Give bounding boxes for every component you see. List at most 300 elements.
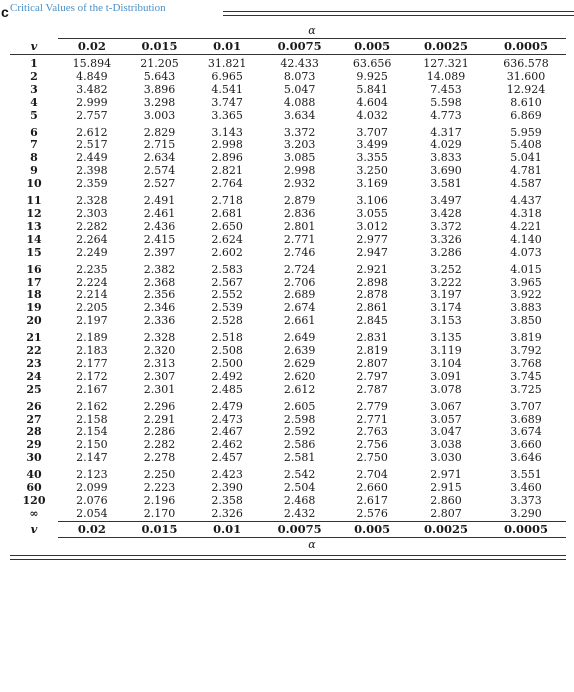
critical-value-cell: 2.629	[283, 356, 316, 370]
critical-value-cell: 2.706	[283, 275, 316, 289]
critical-value-cell: 2.214	[76, 288, 108, 302]
critical-value-cell: 2.639	[283, 344, 316, 358]
df-cell: 25	[26, 382, 42, 396]
critical-value-cell: 2.764	[211, 177, 243, 191]
critical-value-cell: 3.460	[510, 481, 542, 495]
table-body	[10, 55, 566, 522]
table-row	[10, 260, 566, 277]
critical-value-cell: 5.643	[143, 69, 176, 83]
table-row	[10, 371, 566, 384]
critical-value-cell: 2.999	[76, 95, 108, 109]
critical-value-cell: 4.088	[283, 95, 316, 109]
critical-value-cell: 2.528	[211, 314, 243, 328]
critical-value-cell: 2.313	[143, 356, 176, 370]
alpha-column-header: 0.0075	[261, 39, 338, 55]
critical-value-cell: 2.158	[76, 412, 108, 426]
cropped-letter: c	[1, 4, 9, 20]
critical-value-cell: 2.602	[211, 245, 243, 259]
critical-value-cell: 2.517	[76, 138, 108, 152]
critical-value-cell: 3.252	[430, 262, 462, 276]
critical-value-cell: 3.965	[510, 275, 542, 289]
critical-value-cell: 3.372	[283, 125, 316, 139]
critical-value-cell: 3.003	[143, 108, 176, 122]
table-row	[10, 508, 566, 521]
critical-value-cell: 2.586	[283, 438, 316, 452]
critical-value-cell: 4.541	[211, 82, 243, 96]
critical-value-cell: 4.015	[510, 262, 542, 276]
critical-value-cell: 3.067	[430, 399, 462, 413]
critical-value-cell: 2.356	[143, 288, 176, 302]
critical-value-cell: 2.390	[211, 481, 243, 495]
critical-value-cell: 2.896	[211, 151, 243, 165]
critical-value-cell: 2.756	[356, 438, 388, 452]
column-header-row	[10, 39, 566, 55]
critical-value-cell: 2.286	[143, 425, 176, 439]
critical-value-cell: 2.250	[143, 468, 176, 482]
critical-value-cell: 4.317	[430, 125, 462, 139]
critical-value-cell: 3.428	[430, 206, 462, 220]
critical-value-cell: 2.432	[283, 506, 316, 520]
critical-value-cell: 3.135	[430, 331, 462, 345]
t-distribution-table	[10, 24, 566, 552]
critical-value-cell: 2.704	[356, 468, 388, 482]
alpha-header-row	[10, 24, 566, 39]
table-row	[10, 315, 566, 328]
critical-value-cell: 4.437	[510, 194, 542, 208]
critical-value-cell: 2.235	[76, 262, 108, 276]
critical-value-cell: 2.581	[283, 451, 316, 465]
critical-value-cell: 3.326	[430, 232, 462, 246]
critical-value-cell: 2.797	[356, 369, 388, 383]
critical-value-cell: 2.359	[76, 177, 108, 191]
critical-value-cell: 3.047	[430, 425, 462, 439]
critical-value-cell: 2.223	[143, 481, 176, 495]
critical-value-cell: 8.073	[283, 69, 316, 83]
critical-value-cell: 2.508	[211, 344, 243, 358]
critical-value-cell: 2.977	[356, 232, 388, 246]
critical-value-cell: 2.147	[76, 451, 108, 465]
critical-value-cell: 3.646	[510, 451, 542, 465]
critical-value-cell: 3.169	[356, 177, 388, 191]
critical-value-cell: 3.707	[510, 399, 542, 413]
alpha-column-header: 0.005	[338, 39, 406, 55]
critical-value-cell: 2.829	[143, 125, 176, 139]
table-row	[10, 55, 566, 71]
critical-value-cell: 3.674	[510, 425, 542, 439]
critical-value-cell: 2.598	[283, 412, 316, 426]
critical-value-cell: 3.085	[283, 151, 316, 165]
critical-value-cell: 3.365	[211, 108, 243, 122]
critical-value-cell: 2.807	[430, 506, 462, 520]
table-row	[10, 384, 566, 397]
critical-value-cell: 2.879	[283, 194, 316, 208]
critical-value-cell: 2.921	[356, 262, 388, 276]
df-cell: 11	[26, 194, 42, 208]
critical-value-cell: 2.183	[76, 344, 108, 358]
alpha-column-header: 0.0005	[486, 39, 566, 55]
critical-value-cell: 2.301	[143, 382, 176, 396]
critical-value-cell: 4.318	[510, 206, 542, 220]
df-cell: 19	[26, 301, 42, 315]
alpha-column-footer: 0.01	[193, 521, 261, 537]
critical-value-cell: 3.012	[356, 219, 388, 233]
critical-value-cell: 2.746	[283, 245, 316, 259]
df-cell: 23	[26, 356, 42, 370]
critical-value-cell: 2.282	[143, 438, 176, 452]
caption-rule	[223, 11, 574, 16]
critical-value-cell: 2.860	[430, 494, 462, 507]
critical-value-cell: 2.177	[76, 356, 108, 370]
df-cell: 8	[30, 151, 38, 165]
critical-value-cell: 2.592	[283, 425, 316, 439]
critical-value-cell: 2.763	[356, 425, 388, 439]
df-cell: 5	[30, 108, 38, 122]
critical-value-cell: 2.461	[143, 206, 176, 220]
critical-value-cell: 3.372	[430, 219, 462, 233]
critical-value-cell: 4.032	[356, 108, 388, 122]
critical-value-cell: 3.747	[211, 95, 243, 109]
critical-value-cell: 4.849	[76, 69, 108, 83]
df-cell: 16	[26, 262, 42, 276]
critical-value-cell: 2.358	[211, 494, 243, 507]
table-row	[10, 345, 566, 358]
critical-value-cell: 2.479	[211, 399, 243, 413]
critical-value-cell: 3.078	[430, 382, 462, 396]
critical-value-cell: 2.162	[76, 399, 108, 413]
critical-value-cell: 2.971	[430, 468, 462, 482]
critical-value-cell: 2.527	[143, 177, 176, 191]
critical-value-cell: 2.197	[76, 314, 108, 328]
critical-value-cell: 63.656	[352, 57, 392, 70]
critical-value-cell: 3.250	[356, 164, 388, 178]
critical-value-cell: 4.140	[510, 232, 542, 246]
critical-value-cell: 3.119	[430, 344, 462, 358]
critical-value-cell: 2.076	[76, 494, 108, 507]
alpha-column-footer: 0.005	[338, 521, 406, 537]
critical-value-cell: 2.291	[143, 412, 176, 426]
critical-value-cell: 2.485	[211, 382, 243, 396]
critical-value-cell: 31.600	[506, 69, 546, 83]
table-row	[10, 178, 566, 191]
critical-value-cell: 2.224	[76, 275, 108, 289]
critical-value-cell: 2.771	[283, 232, 316, 246]
critical-value-cell: 2.320	[143, 344, 176, 358]
alpha-column-header: 0.02	[58, 39, 126, 55]
critical-value-cell: 2.617	[356, 494, 388, 507]
critical-value-cell: 2.449	[76, 151, 108, 165]
critical-value-cell: 2.303	[76, 206, 108, 220]
critical-value-cell: 3.355	[356, 151, 388, 165]
table-row	[10, 495, 566, 508]
df-cell: 7	[30, 138, 38, 152]
critical-value-cell: 2.605	[283, 399, 316, 413]
df-cell: 6	[30, 125, 38, 139]
critical-value-cell: 2.576	[356, 506, 388, 520]
critical-value-cell: 2.612	[283, 382, 316, 396]
df-cell: 15	[26, 245, 42, 259]
critical-value-cell: 2.574	[143, 164, 176, 178]
critical-value-cell: 3.883	[510, 301, 542, 315]
critical-value-cell: 2.123	[76, 468, 108, 482]
critical-value-cell: 3.104	[430, 356, 462, 370]
critical-value-cell: 5.598	[430, 95, 462, 109]
critical-value-cell: 2.624	[211, 232, 243, 246]
df-cell: 1	[30, 57, 38, 70]
table-row	[10, 465, 566, 482]
critical-value-cell: 3.660	[510, 438, 542, 452]
critical-value-cell: 2.397	[143, 245, 176, 259]
critical-value-cell: 2.467	[211, 425, 243, 439]
critical-value-cell: 3.153	[430, 314, 462, 328]
critical-value-cell: 2.661	[283, 314, 316, 328]
critical-value-cell: 2.998	[283, 164, 316, 178]
critical-value-cell: 4.073	[510, 245, 542, 259]
df-cell: 4	[30, 95, 38, 109]
critical-value-cell: 2.932	[283, 177, 316, 191]
critical-value-cell: 6.965	[211, 69, 243, 83]
v-footer: v	[30, 521, 38, 536]
df-cell: 14	[26, 232, 42, 246]
df-cell: 3	[30, 82, 38, 96]
critical-value-cell: 14.089	[426, 69, 466, 83]
critical-value-cell: 6.869	[510, 108, 542, 122]
critical-value-cell: 2.821	[211, 164, 243, 178]
alpha-footer-label: α	[308, 537, 316, 551]
critical-value-cell: 2.307	[143, 369, 176, 383]
critical-value-cell: 2.724	[283, 262, 316, 276]
critical-value-cell: 3.298	[143, 95, 176, 109]
critical-value-cell: 3.286	[430, 245, 462, 259]
alpha-column-header: 0.015	[126, 39, 194, 55]
critical-value-cell: 2.492	[211, 369, 243, 383]
critical-value-cell: 3.551	[510, 468, 542, 482]
table-row	[10, 358, 566, 371]
critical-value-cell: 2.336	[143, 314, 176, 328]
df-cell: 60	[26, 481, 42, 495]
table-row	[10, 97, 566, 110]
critical-value-cell: 2.415	[143, 232, 176, 246]
critical-value-cell: 3.057	[430, 412, 462, 426]
critical-value-cell: 12.924	[506, 82, 546, 96]
critical-value-cell: 2.282	[76, 219, 108, 233]
t-distribution-table-container	[10, 24, 566, 552]
critical-value-cell: 2.552	[211, 288, 243, 302]
critical-value-cell: 4.604	[356, 95, 388, 109]
critical-value-cell: 2.196	[143, 494, 176, 507]
critical-value-cell: 2.500	[211, 356, 243, 370]
alpha-column-header: 0.0025	[406, 39, 486, 55]
v-header: v	[10, 39, 58, 55]
critical-value-cell: 15.894	[72, 57, 112, 70]
df-cell: ∞	[29, 507, 39, 521]
critical-value-cell: 2.249	[76, 245, 108, 259]
critical-value-cell: 2.542	[283, 468, 316, 482]
alpha-column-footer: 0.02	[58, 521, 126, 537]
critical-value-cell: 2.468	[283, 494, 316, 507]
table-row	[10, 123, 566, 140]
alpha-column-footer: 0.0005	[486, 521, 566, 537]
critical-value-cell: 3.055	[356, 206, 388, 220]
table-row	[10, 71, 566, 84]
table-row	[10, 191, 566, 208]
critical-value-cell: 2.462	[211, 438, 243, 452]
critical-value-cell: 2.689	[283, 288, 316, 302]
critical-value-cell: 3.745	[510, 369, 542, 383]
critical-value-cell: 2.674	[283, 301, 316, 315]
df-cell: 120	[22, 494, 46, 507]
critical-value-cell: 3.707	[356, 125, 388, 139]
critical-value-cell: 2.382	[143, 262, 176, 276]
critical-value-cell: 2.154	[76, 425, 108, 439]
alpha-column-footer: 0.0075	[261, 521, 338, 537]
critical-value-cell: 2.491	[143, 194, 176, 208]
df-cell: 27	[26, 412, 42, 426]
critical-value-cell: 5.041	[510, 151, 542, 165]
critical-value-cell: 2.328	[76, 194, 108, 208]
critical-value-cell: 2.326	[211, 506, 243, 520]
table-row	[10, 110, 566, 123]
critical-value-cell: 2.681	[211, 206, 243, 220]
df-cell: 12	[26, 206, 42, 220]
critical-value-cell: 2.264	[76, 232, 108, 246]
critical-value-cell: 2.189	[76, 331, 108, 345]
critical-value-cell: 2.750	[356, 451, 388, 465]
critical-value-cell: 2.473	[211, 412, 243, 426]
critical-value-cell: 2.718	[211, 194, 243, 208]
critical-value-cell: 5.841	[356, 82, 388, 96]
critical-value-cell: 127.321	[423, 57, 469, 70]
critical-value-cell: 2.757	[76, 108, 108, 122]
critical-value-cell: 4.029	[430, 138, 462, 152]
df-cell: 29	[26, 438, 42, 452]
critical-value-cell: 3.690	[430, 164, 462, 178]
critical-value-cell: 31.821	[207, 57, 247, 70]
critical-value-cell: 2.150	[76, 438, 108, 452]
df-cell: 21	[26, 331, 42, 345]
critical-value-cell: 8.610	[510, 95, 542, 109]
column-footer-row	[10, 521, 566, 537]
critical-value-cell: 2.819	[356, 344, 388, 358]
critical-value-cell: 3.222	[430, 275, 462, 289]
alpha-column-footer: 0.015	[126, 521, 194, 537]
df-cell: 2	[30, 69, 38, 83]
critical-value-cell: 2.099	[76, 481, 108, 495]
df-cell: 10	[26, 177, 42, 191]
critical-value-cell: 2.836	[283, 206, 316, 220]
critical-value-cell: 3.896	[143, 82, 176, 96]
critical-value-cell: 2.998	[211, 138, 243, 152]
critical-value-cell: 3.174	[430, 301, 462, 315]
critical-value-cell: 4.587	[510, 177, 542, 191]
critical-value-cell: 5.408	[510, 138, 542, 152]
critical-value-cell: 3.482	[76, 82, 108, 96]
bottom-rule	[10, 555, 566, 560]
critical-value-cell: 2.634	[143, 151, 176, 165]
critical-value-cell: 2.620	[283, 369, 316, 383]
critical-value-cell: 2.612	[76, 125, 108, 139]
critical-value-cell: 2.457	[211, 451, 243, 465]
critical-value-cell: 3.581	[430, 177, 462, 191]
critical-value-cell: 2.172	[76, 369, 108, 383]
critical-value-cell: 2.054	[76, 506, 108, 520]
table-row	[10, 84, 566, 97]
critical-value-cell: 4.773	[430, 108, 462, 122]
df-cell: 18	[26, 288, 42, 302]
df-cell: 24	[26, 369, 42, 383]
critical-value-cell: 3.819	[510, 331, 542, 345]
critical-value-cell: 2.583	[211, 262, 243, 276]
table-row	[10, 247, 566, 260]
critical-value-cell: 2.539	[211, 301, 243, 315]
critical-value-cell: 2.787	[356, 382, 388, 396]
critical-value-cell: 3.922	[510, 288, 542, 302]
table-row	[10, 397, 566, 414]
alpha-footer-row	[10, 537, 566, 552]
critical-value-cell: 2.504	[283, 481, 316, 495]
critical-value-cell: 2.801	[283, 219, 316, 233]
critical-value-cell: 2.807	[356, 356, 388, 370]
critical-value-cell: 5.959	[510, 125, 542, 139]
critical-value-cell: 636.578	[503, 57, 549, 70]
critical-value-cell: 2.346	[143, 301, 176, 315]
critical-value-cell: 2.328	[143, 331, 176, 345]
critical-value-cell: 3.833	[430, 151, 462, 165]
table-row	[10, 221, 566, 234]
critical-value-cell: 2.861	[356, 301, 388, 315]
df-cell: 13	[26, 219, 42, 233]
critical-value-cell: 3.792	[510, 344, 542, 358]
critical-value-cell: 2.518	[211, 331, 243, 345]
df-cell: 9	[30, 164, 38, 178]
critical-value-cell: 9.925	[356, 69, 388, 83]
df-cell: 17	[26, 275, 42, 289]
df-cell: 26	[26, 399, 42, 413]
critical-value-cell: 2.436	[143, 219, 176, 233]
critical-value-cell: 2.715	[143, 138, 176, 152]
critical-value-cell: 3.725	[510, 382, 542, 396]
table-row	[10, 452, 566, 465]
critical-value-cell: 2.845	[356, 314, 388, 328]
df-cell: 30	[26, 451, 42, 465]
critical-value-cell: 2.567	[211, 275, 243, 289]
critical-value-cell: 3.634	[283, 108, 316, 122]
table-caption	[10, 2, 166, 14]
critical-value-cell: 3.106	[356, 194, 388, 208]
alpha-column-header: 0.01	[193, 39, 261, 55]
critical-value-cell: 2.278	[143, 451, 176, 465]
critical-value-cell: 3.143	[211, 125, 243, 139]
critical-value-cell: 5.047	[283, 82, 316, 96]
critical-value-cell: 3.373	[510, 494, 542, 507]
alpha-header-label: α	[308, 24, 316, 37]
critical-value-cell: 3.497	[430, 194, 462, 208]
critical-value-cell: 21.205	[140, 57, 179, 70]
df-cell: 20	[26, 314, 42, 328]
critical-value-cell: 2.898	[356, 275, 388, 289]
critical-value-cell: 2.915	[430, 481, 462, 495]
critical-value-cell: 7.453	[430, 82, 462, 96]
critical-value-cell: 2.649	[283, 331, 316, 345]
critical-value-cell: 2.398	[76, 164, 108, 178]
critical-value-cell: 42.433	[280, 57, 319, 70]
alpha-column-footer: 0.0025	[406, 521, 486, 537]
critical-value-cell: 4.221	[510, 219, 542, 233]
df-cell: 40	[26, 468, 42, 482]
df-cell: 28	[26, 425, 42, 439]
critical-value-cell: 3.197	[430, 288, 462, 302]
critical-value-cell: 3.203	[283, 138, 316, 152]
critical-value-cell: 3.850	[510, 314, 542, 328]
